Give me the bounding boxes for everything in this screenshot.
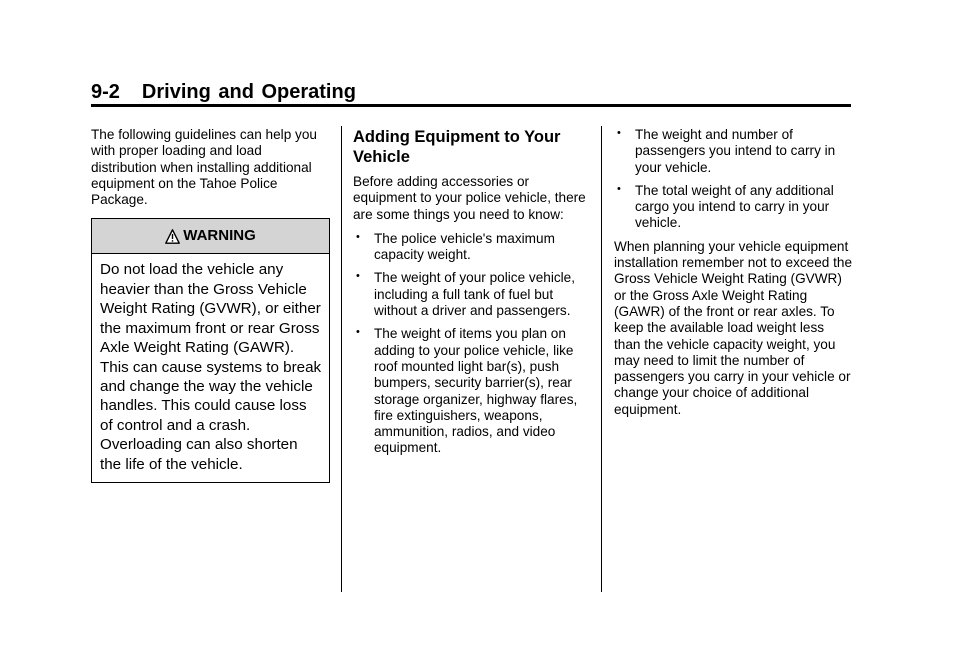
list-item-text: The total weight of any additional cargo you intend to carry in your vehicle. — [635, 182, 834, 231]
header-rule — [91, 104, 851, 107]
section-heading: Adding Equipment to Your Vehicle — [353, 128, 561, 166]
column-1 — [91, 127, 331, 483]
warning-header — [92, 219, 329, 254]
bullet-icon: • — [617, 182, 621, 195]
bullet-list — [353, 231, 593, 457]
planning-paragraph: When planning your vehicle equipment installation remember not to exceed the Gross Vehicle Weight Rating (GVWR) or the Gross Axle Weight Rating (GAWR) of the front or rear axles. To keep the available load weight less than the vehicle capacity weight, you may need to limit the number of passengers you carry in your vehicle or change your choice of additional equipment. — [614, 238, 853, 417]
bullet-icon: • — [617, 127, 621, 139]
bullet-icon: • — [356, 230, 360, 243]
bullet-icon: • — [356, 326, 360, 339]
list-item — [353, 270, 593, 319]
page-header — [91, 80, 851, 110]
list-item — [353, 326, 593, 456]
bullet-icon: • — [356, 270, 360, 283]
list-item-text: The police vehicle's maximum capacity weight. — [374, 230, 555, 263]
list-item-text: The weight of items you plan on adding to your police vehicle, like roof mounted light bar(s), push bumpers, security barrier(s), rear storage organizer, highway flares, fire extinguishers, weapons, ammunition, radios, and video equipment. — [374, 326, 578, 456]
list-item-text: The weight of your police vehicle, including a full tank of fuel but without a driver and passengers. — [374, 270, 575, 319]
column-3 — [614, 127, 854, 426]
warning-box — [91, 218, 330, 482]
section-title: Driving and Operating — [141, 81, 356, 103]
list-item-text: The weight and number of passengers you intend to carry in your vehicle. — [635, 127, 836, 175]
list-item — [614, 183, 854, 232]
intro-paragraph: The following guidelines can help you with proper loading and load distribution when installing additional equipment on the Tahoe Police Package. — [91, 127, 317, 208]
column-2 — [353, 127, 593, 464]
header-title — [91, 80, 851, 104]
page-number: 9-2 — [91, 81, 120, 103]
list-item — [353, 231, 593, 264]
section-intro: Before adding accessories or equipment to your police vehicle, there are some things you need to know: — [353, 174, 586, 222]
warning-icon — [165, 229, 180, 244]
warning-text: Do not load the vehicle any heavier than the Gross Vehicle Weight Rating (GVWR), or either the maximum front or rear Gross Axle Weight Rating (GAWR). This can cause systems to break and change the way the vehicle handles. This could cause loss of control and a crash. Overloading can also shorten the life of the vehicle. — [100, 261, 322, 473]
bullet-list — [614, 127, 854, 232]
column-divider-2 — [601, 126, 602, 592]
warning-label: WARNING — [183, 227, 256, 245]
column-divider-1 — [341, 126, 342, 592]
list-item — [614, 127, 854, 176]
